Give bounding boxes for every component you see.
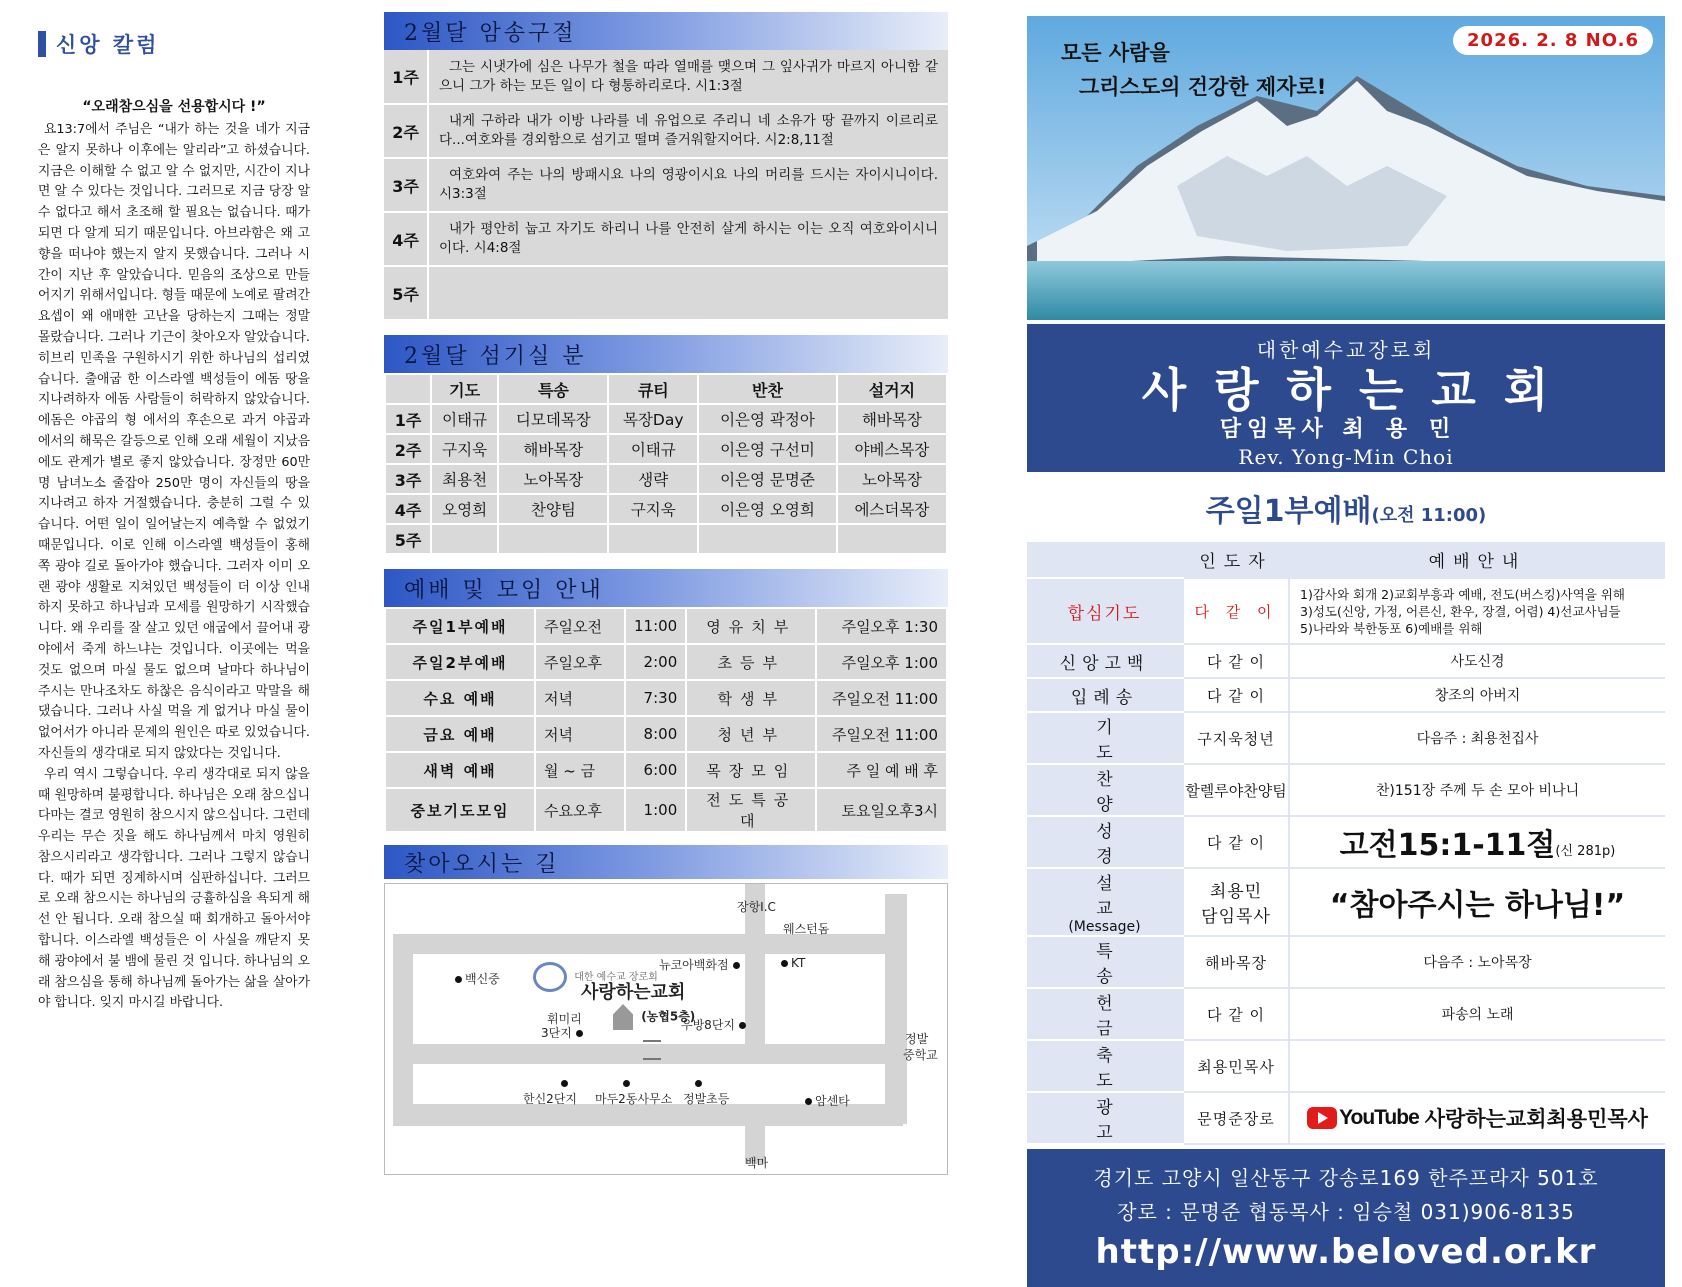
order-item: 기도 [1027,712,1183,764]
serve-cell: 노아목장 [498,464,608,494]
department-name: 초등부 [686,644,816,680]
department-name: 학생부 [686,680,816,716]
serve-cell: 최용천 [431,464,498,494]
department-time: 주일오전 11:00 [816,680,947,716]
serve-row [385,464,947,494]
serve-cell: 생략 [608,464,698,494]
order-guide: 다음주 : 노아목장 [1289,936,1665,988]
meeting-name: 금요 예배 [385,716,535,752]
order-row-sermon [1027,868,1665,936]
worship-order-table [1027,542,1665,1145]
order-item: 광고 [1027,1092,1183,1144]
order-row-prayer-lead [1027,712,1665,764]
map-nonghyup: (농협5층) [613,1004,695,1030]
order-leader: 다 같 이 [1183,678,1289,712]
serve-cell: 노아목장 [837,464,947,494]
scripture-reference: 고전15:1-11절 [1339,828,1556,863]
memory-week: 4주 [384,212,428,266]
serve-cell: 구지욱 [608,494,698,524]
serve-week: 1주 [385,404,431,434]
meeting-day: 주일오후 [535,644,625,680]
order-guide-sermon [1289,868,1665,936]
cover-column [1027,16,1665,1287]
faith-column [38,24,310,1014]
meeting-name: 새벽 예배 [385,752,535,788]
serve-cell: 야베스목장 [837,434,947,464]
meeting-day: 주일오전 [535,608,625,644]
order-leader: 다 같 이 [1183,816,1289,868]
info-column [384,12,948,1175]
meeting-time: 7:30 [625,680,686,716]
youtube-play-icon [1307,1107,1337,1129]
church-contact: 장로 : 문명준 협동목사 : 임승철 031)906-8135 [1117,1200,1575,1224]
meeting-time: 8:00 [625,716,686,752]
serve-row [385,434,947,464]
map-label-humiri: 휘미리 [547,1012,582,1026]
serve-cell: 구지욱 [431,434,498,464]
order-row-benediction [1027,1040,1665,1092]
serve-week: 5주 [385,524,431,554]
sermon-item-sublabel: (Message) [1068,919,1141,935]
meeting-name: 주일2부예배 [385,644,535,680]
order-leader: 다 같 이 [1183,988,1289,1040]
serve-cell [431,524,498,554]
map-dot-madu-icon [623,1076,633,1090]
sermon-item-label: 설교 [1096,874,1157,919]
meeting-name: 중보기도모임 [385,788,535,832]
serve-cell: 에스더목장 [837,494,947,524]
meeting-row [385,788,947,832]
memory-verse: 내게 구하라 내가 이방 나라를 네 유업으로 주리니 네 소유가 땅 끝까지 이르리로다...여호와를 경외함으로 섬기고 떨며 즐거워할지어다. 시2:8,11절 [428,104,948,158]
map-label-baeksin: 백신중 [455,970,500,987]
serve-cell [498,524,608,554]
map-label-jangang: 장항I.C [737,900,776,914]
youtube-channel-name: 사랑하는교회최용민목사 [1424,1107,1648,1131]
column-heading-text: 신앙 칼럼 [56,33,160,57]
order-item: 헌금 [1027,988,1183,1040]
meeting-day: 저녁 [535,716,625,752]
order-leader: 문명준장로 [1183,1092,1289,1144]
serve-cell: 해바목장 [498,434,608,464]
department-time: 주일오후 1:30 [816,608,947,644]
department-name: 목장모임 [686,752,816,788]
church-building-icon [613,1004,633,1030]
memory-verse: 내가 평안히 눕고 자기도 하리니 나를 안전히 살게 하시는 이는 오직 여호와이시니이다. 시4:8절 [428,212,948,266]
prayer-line-3: 5)나라와 북한동포 6)예배를 위해 [1300,620,1483,636]
map-label-woobang: 우방8단지 [681,1016,749,1033]
church-footer [1027,1149,1665,1287]
pastor-english-name: Rev. Yong-Min Choi [1238,445,1454,469]
serve-cell: 목장Day [608,404,698,434]
serve-cell: 이태규 [608,434,698,464]
pastor-name: 최용민 [1342,417,1473,442]
heading-bar-icon [38,31,46,57]
road-west [393,934,413,1124]
meeting-time: 1:00 [625,788,686,832]
order-row-scripture [1027,816,1665,868]
sermon-leader: 최용민 [1209,882,1263,902]
serve-cell [837,524,947,554]
meeting-row [385,716,947,752]
serve-table [384,373,948,555]
meeting-row [385,644,947,680]
crosswalk-icon [643,1040,661,1060]
order-row-prayer [1027,578,1665,644]
issue-date-badge: 2026. 2. 8 NO.6 [1453,26,1653,55]
serve-cell [608,524,698,554]
order-guide: 창조의 아버지 [1289,678,1665,712]
serve-col-header [385,374,431,404]
order-guide [1289,1040,1665,1092]
order-row-creed [1027,644,1665,678]
directions-heading: 찾아오시는 길 [384,845,948,879]
serve-col-header: 기도 [431,374,498,404]
map-dot-jeongcho-icon [695,1076,705,1090]
department-name: 영유치부 [686,608,816,644]
map-label-jeongbal: 정발 [905,1032,929,1046]
meeting-row [385,752,947,788]
serve-col-header: 큐티 [608,374,698,404]
map-label-newcore: 뉴코아백화점 [659,956,743,973]
order-guide-prayer [1289,578,1665,644]
order-guide-scripture [1289,816,1665,868]
serve-col-header: 특송 [498,374,608,404]
essay-paragraph-2: 우리 역시 그렇습니다. 우리 생각대로 되지 않을 때 원망하며 불평합니다. 하나님은 오래 참으십니다마는 결코 영원히 참으시지 않으십니다. 그런데 우리는 무슨 짓을 해도 하나님께서 마치 영원히 참으시리라고 생각합니다. 그러나 그렇지 않습니다. 때가 되면 징계하시며 심판하십니다. 그러므로 오래 참으시는 하나님의 긍휼하심을 욕되게 해선 안 됩니다. 오래 참으실 때 회개하고 돌아서야 합니다. 이스라엘 백성들은 이 사실을 깨닫지 못해 광야에서 불 뱀에 물린 것 입니다. 하나님의 오래 참으심을 통해 하나님께 돌아가는 삶을 살아가야 합니다. 잊지 마시길 바랍니다. [38,766,310,1011]
serve-cell: 오영희 [431,494,498,524]
humiri-dot-icon [576,1030,583,1037]
slogan-line-1: 모든 사람을 [1061,41,1170,65]
serve-week: 2주 [385,434,431,464]
sermon-leader-title: 담임목사 [1201,907,1271,927]
youtube-logo [1307,1106,1419,1130]
memory-week: 1주 [384,50,428,104]
memory-row [384,50,948,104]
order-row-announcements [1027,1092,1665,1144]
hero-banner [1027,16,1665,320]
memory-row [384,104,948,158]
order-item-sermon [1027,868,1183,936]
order-row-praise [1027,764,1665,816]
map-label-madu: 마두2동사무소 [595,1092,673,1106]
essay-body [38,120,310,1014]
map-church-name: 사랑하는교회 [581,982,686,1003]
pastor-title: 담임목사 [1219,417,1329,442]
memory-week: 3주 [384,158,428,212]
kt-dot-icon [781,960,788,967]
serve-col-header: 반찬 [698,374,837,404]
order-guide-youtube[interactable] [1289,1092,1665,1144]
map-label-baekma: 백마 [745,1156,769,1170]
church-logo-icon [533,962,567,992]
order-header-guide: 예배안내 [1289,542,1665,578]
road-east [885,894,907,1124]
meeting-name: 주일1부예배 [385,608,535,644]
order-leader: 최용민목사 [1183,1040,1289,1092]
order-item: 축도 [1027,1040,1183,1092]
prayer-line-1: 1)감사와 회개 2)교회부흥과 예배, 전도(버스킹)사역을 위해 [1300,586,1625,602]
newcore-dot-icon [733,962,740,969]
map-dot-hansin-icon [561,1076,571,1090]
youtube-channel-link[interactable] [1290,1103,1665,1133]
amcenter-dot-icon [805,1098,812,1105]
church-website-link[interactable]: http://www.beloved.or.kr [1095,1232,1597,1272]
map-label-kt: KT [781,956,805,970]
serve-cell: 이은영 곽정아 [698,404,837,434]
woobang-dot-icon [739,1022,746,1029]
memory-row [384,212,948,266]
scripture-page: (신 281p) [1555,844,1616,859]
department-time: 주일오전 11:00 [816,716,947,752]
serve-row [385,494,947,524]
serve-week: 4주 [385,494,431,524]
meeting-day: 월 ~ 금 [535,752,625,788]
service-time: (오전 11:00) [1371,505,1487,526]
order-leader: 다 같 이 [1183,578,1289,644]
order-guide: 파송의 노래 [1289,988,1665,1040]
map-label-western: 웨스턴돔 [783,922,830,936]
memory-verse: 여호와여 주는 나의 방패시요 나의 영광이시요 나의 머리를 드시는 자이시니이다. 시3:3절 [428,158,948,212]
order-header-leader: 인도자 [1183,542,1289,578]
order-leader: 구지욱청년 [1183,712,1289,764]
order-item: 합심기도 [1027,578,1183,644]
meetings-table [384,607,948,833]
meeting-name: 수요 예배 [385,680,535,716]
order-item: 성경 [1027,816,1183,868]
order-item: 특송 [1027,936,1183,988]
slogan [1061,36,1326,104]
service-name: 주일1부예배 [1205,494,1372,529]
order-item: 입례송 [1027,678,1183,712]
department-name: 전도특공대 [686,788,816,832]
map-label-humiri2: 3단지 [541,1024,586,1041]
meeting-time: 11:00 [625,608,686,644]
meetings-heading: 예배 및 모임 안내 [384,569,948,607]
serve-cell: 이은영 오영희 [698,494,837,524]
map-label-jeongcho: 정발초등 [683,1092,730,1106]
memory-row [384,266,948,320]
order-guide: 사도신경 [1289,644,1665,678]
order-item: 신앙고백 [1027,644,1183,678]
meeting-day: 저녁 [535,680,625,716]
department-time: 주일오후 1:00 [816,644,947,680]
serve-row [385,404,947,434]
service-title [1027,486,1665,530]
serve-cell: 이은영 구선미 [698,434,837,464]
serve-col-header: 설거지 [837,374,947,404]
serve-cell: 해바목장 [837,404,947,434]
meeting-time: 6:00 [625,752,686,788]
department-time: 주 일 예 배 후 [816,752,947,788]
memory-week: 2주 [384,104,428,158]
prayer-line-2: 3)성도(신앙, 가정, 어른신, 환우, 장결, 어렴) 4)선교사님들 [1300,603,1621,619]
order-guide: 찬)151장 주께 두 손 모아 비나니 [1289,764,1665,816]
pastor-line [1027,417,1665,443]
directions-map [384,883,948,1175]
order-leader: 다 같 이 [1183,644,1289,678]
memory-week: 5주 [384,266,428,320]
serve-cell: 찬양팀 [498,494,608,524]
memory-table [384,50,948,321]
map-label-jeongbal2: 중학교 [903,1048,938,1062]
order-item: 찬양 [1027,764,1183,816]
serve-cell: 디모데목장 [498,404,608,434]
department-name: 청년부 [686,716,816,752]
order-header-row [1027,542,1665,578]
serve-cell [698,524,837,554]
serve-cell: 이은영 문명준 [698,464,837,494]
memory-verse: 그는 시냇가에 심은 나무가 철을 따라 열매를 맺으며 그 잎사귀가 마르지 아니함 같으니 그가 하는 모든 일이 다 형통하리로다. 시1:3절 [428,50,948,104]
slogan-line-2: 그리스도의 건강한 제자로! [1079,75,1327,99]
serve-week: 3주 [385,464,431,494]
serve-cell: 이태규 [431,404,498,434]
denomination: 대한예수교장로회 [1256,338,1436,362]
church-name: 사랑하는교회 [1141,363,1577,417]
sermon-title: “참아주시는 하나님!” [1329,888,1626,923]
meeting-row [385,608,947,644]
order-leader: 해바목장 [1183,936,1289,988]
column-heading [38,24,310,64]
order-leader: 할렐루야찬양팀 [1183,764,1289,816]
church-banner [1027,324,1665,472]
order-row-opening-song [1027,678,1665,712]
essay-title: “오래참으심을 선용합시다 !” [82,99,266,115]
youtube-wordmark: YouTube [1339,1106,1419,1129]
baeksin-dot-icon [455,976,462,983]
memory-heading: 2월달 암송구절 [384,12,948,50]
order-leader-sermon [1183,868,1289,936]
memory-verse [428,266,948,320]
map-label-amcenter: 암센타 [805,1092,850,1109]
essay-paragraph-1: 요13:7에서 주님은 “내가 하는 것을 네가 지금은 알지 못하나 이후에는 알리라”고 하셨습니다. 지금은 이해할 수 없고 알 수 없지만, 시간이 지나면 알 수 있다는 것입니다. 그러므로 지금 당장 알 수 없다고 해서 초조해 할 필요는 없습니다. 때가 되면 다 알게 되기 때문입니다. 아브라함은 왜 고향을 떠나야 했는지 알지 못했습니다. 그러나 시간이 지난 후 알았습니다. 믿음의 조상으로 만들어지기 위해서입니다. 형들 때문에 노예로 팔려간 요셉이 왜 애매한 고난을 당하는지 그때는 정말 몰랐습니다. 그러나 기근이 찾아오자 알았습니다. 히브리 민족을 구원하시기 위한 하나님의 섭리였습니다. 출애굽 한 이스라엘 백성들이 에돔 땅을 지나려하자 에돔 사람들이 허락하지 않았습니다. 에돔은 야곱의 형 에서의 후손으로 과거 야곱과 에서의 해묵은 갈등으로 인해 오래 세월이 지났음에도 관계가 별로 좋지 않았습니다. 장정만 60만 명 남녀노소 줄잡아 250만 명이 자신들의 땅을 지나려고 하자 거절했습니다. 충분히 그럴 수 있습니다. 어떤 일이 일어날는지 예측할 수 없었기 때문입니다. 이로 인해 이스라엘 백성들이 홍해 쪽 광야 길로 돌아가야 했습니다. 그러자 이미 오랜 광야 생활로 지쳐있던 백성들이 더 이상 인내하지 못하고 하나님과 모세를 원망하기 시작했습니다. 왜 우리를 잘 살고 있던 애굽에서 끌어내 광야에서 죽게 하느냐는 것입니다. 이곳에는 먹을 것도 없으며 마실 물도 없으며 날마다 하나님이 주시는 만나조차도 하찮은 음식이라고 막말을 해댔습니다. 그러나 사실 먹을 게 없거나 마실 물이 없어서가 아니라 문제의 원인은 따로 있었습니다. 자신들의 생각대로 되지 않았다는 것입니다. [38,122,310,761]
department-time: 토요일오후3시 [816,788,947,832]
order-guide: 다음주 : 최용천집사 [1289,712,1665,764]
church-address: 경기도 고양시 일산동구 강송로169 한주프라자 501호 [1093,1166,1599,1190]
order-row-offering [1027,988,1665,1040]
order-row-special-song [1027,936,1665,988]
order-header-blank [1027,542,1183,578]
map-label-hansin: 한신2단지 [523,1092,578,1106]
meeting-row [385,680,947,716]
meeting-day: 수요오후 [535,788,625,832]
road-north [393,934,893,954]
serve-row [385,524,947,554]
map-church-small-label: 대한 예수교 장로회 [533,962,658,992]
serve-heading: 2월달 섬기실 분 [384,335,948,373]
memory-row [384,158,948,212]
meeting-time: 2:00 [625,644,686,680]
